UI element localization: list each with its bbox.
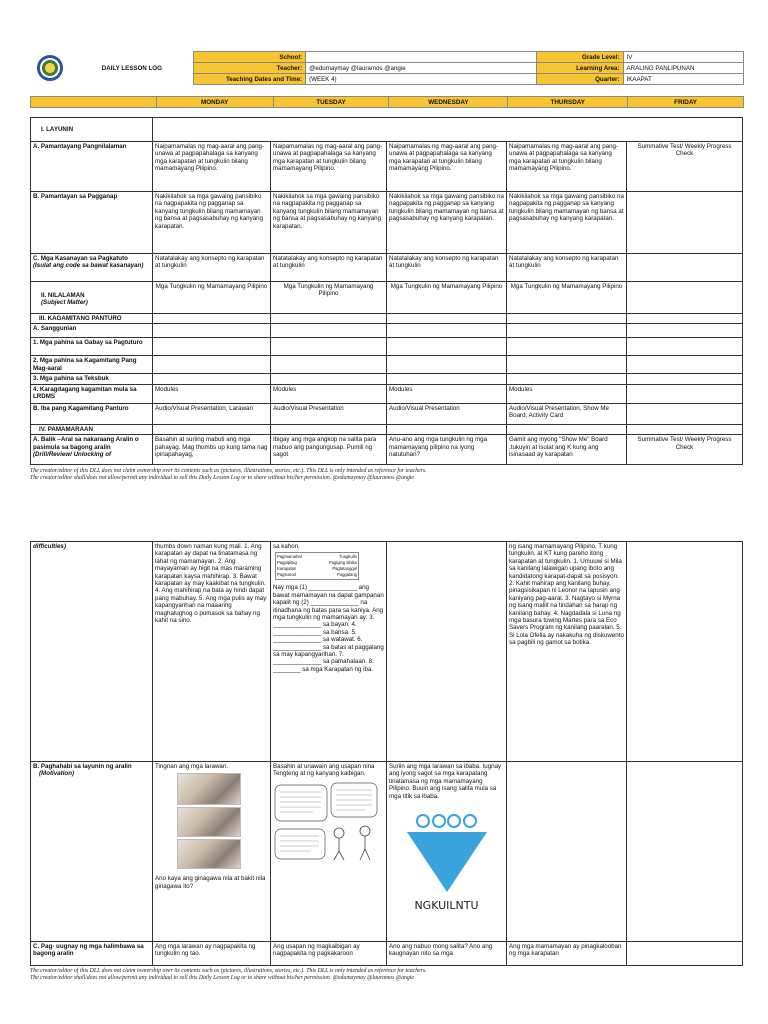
cell-b-mon: Nakikilahok sa mga gawaing pansibiko na nagpapakita ng pagganap sa kanyang tungkulin bilang mamamayan ng bansa at pagsasabuhay ng kanyang karapatan.	[153, 192, 271, 254]
cell-balik-wed: Anu-ano ang mga tungkulin ng mga mamamayang pilipino na iyong natutuhan?	[387, 435, 507, 465]
row-label-pamantayang-pangnilalaman: A. Pamantayang Pangnilalaman	[31, 142, 153, 192]
photo-image	[177, 839, 241, 869]
table-row	[31, 942, 743, 966]
table-row	[31, 254, 743, 282]
cell-iba-wed: Audio/Visual Presentation	[387, 403, 507, 424]
cell-a-tue: Naipamamalas ng mag-aaral ang pang-unawa at pagpapahalaga sa kanyang mga karapatan at tungkulin bilang mamamayang Pilipino.	[271, 142, 387, 192]
table-row	[31, 192, 743, 254]
footer-disclaimer-2: The creator/editor shall/does not allow/permit any individual to sell this Daily Lesson Log or to share without his/her permission. @edumaymay @lauramos @angie	[30, 475, 414, 482]
cell-b-thu: Nakikilahok sa mga gawaing pansibiko na nagpapakita ng pagganap sa kanyang tungkulin bilang mamamayan ng bansa at pagsasabuhay ng kanyang karapatan.	[507, 192, 627, 254]
row-label-nilalaman	[31, 282, 153, 314]
cell-nilalaman-tue: Mga Tungkulin ng Mamamayang Pilipino	[271, 282, 387, 314]
layunin-blank	[153, 118, 743, 142]
row-label-kagamitang-panturo: III. KAGAMITANG PANTURO	[31, 314, 153, 324]
cell-balik-tue: Ibigay ang mga angkop na salita para mabuo ang pangungusap. Pumili ng sagot	[271, 435, 387, 465]
row-label-lrdms: 4. Karagdagang kagamitan mula sa LRDMS	[31, 384, 153, 403]
cell-lrdms-wed: Modules	[387, 384, 507, 403]
teacher-label: Teacher:	[193, 63, 305, 74]
cell-ugnay-wed: Ano ang nabuo mong salita? Ano ang kaugnayan nito sa mga	[387, 942, 507, 966]
cell-iba-mon: Audio/Visual Presentation, Larawan	[153, 403, 271, 424]
cell-nilalaman-thu: Mga Tungkulin ng Mamamayang Pilipino	[507, 282, 627, 314]
photo-image	[177, 773, 241, 805]
cell-c-fri	[627, 254, 743, 282]
layunin-heading: I. LAYUNIN	[31, 118, 153, 142]
word-choice: Karapatan	[277, 566, 297, 572]
motivation-mon-text: Tingnan ang mga larawan.	[155, 763, 229, 770]
days-blank	[31, 97, 157, 108]
row-label-iba-pang-kagamitan: B. Iba pang Kagamitang Panturo	[31, 403, 153, 424]
table-row	[31, 762, 743, 942]
footer-disclaimer-2: The creator/editor shall/does not allow/permit any individual to sell this Daily Lesson Log or to share without his/her permission. @edumaymay @lauramos @angie	[30, 975, 414, 982]
learning-area-value: ARALING PANLIPUNAN	[623, 63, 743, 74]
footer-disclaimer-1: The creator/editor of this DLL does not claim ownership over its contents such as (pictures, illustrations, stories, etc.). This DLL is only intended as reference for teachers.	[30, 468, 427, 474]
teacher-value: @edumaymay @lauramos @angie	[306, 63, 537, 74]
motivation-tue-text: Basahin at unawain ang usapan nina Tengteng at ng kanyang kaibigan.	[273, 763, 375, 778]
row-label-kagamitang-mag-aaral: 2. Mga pahina sa Kagamitang Pang Mag-aaral	[31, 356, 153, 374]
dates-value: (WEEK 4)	[306, 74, 537, 85]
row-label-pamamaraan: IV. PAMAMARAAN	[31, 424, 153, 434]
table-row	[31, 374, 743, 384]
day-tuesday: TUESDAY	[273, 97, 389, 108]
cell-drill-wed	[387, 542, 507, 762]
cell-b-fri	[627, 192, 743, 254]
school-label: School:	[193, 52, 305, 63]
table-row	[31, 324, 743, 338]
table-row	[31, 403, 743, 424]
drill-tue-intro: sa kahon.	[273, 543, 300, 550]
deped-seal-cell	[30, 52, 71, 85]
cell-motivation-wed	[387, 762, 507, 942]
cell-lrdms-tue: Modules	[271, 384, 387, 403]
word-choice: Pagtatanggol	[332, 566, 357, 572]
cell-ugnay-fri	[627, 942, 743, 966]
cell-drill-thu: ng isang mamamayang Pilipino, T kung tungkulin, at KT kung pareho itong karapatan at tungkulin. 1. Umuuwi si Mila sa kanilang lalawigan upang iboto ang kandidatong karapat-dapat sa posisyon. 2. Kahit mahirap ang kanilang buhay, pinagsisikapan ni Leonor na tapusin ang kaniyang pag-aaral. 3. Nagtayo si Myrna ng isang maliit na tindahan sa harap ng kanilang bahay. 4. Nagdadala si Luna ng mga basura tuwing Martes para sa Eco Savers Program ng kanilang paaralan. 5. Si Lola Ofelia ay nakakuha ng diskuwento sa pagbili ng gamot sa botika.	[507, 542, 627, 762]
lesson-grid-page1	[30, 117, 743, 465]
footer-disclaimer-1: The creator/editor of this DLL does not claim ownership over its contents such as (pictures, illustrations, stories, etc.). This DLL is only intended as reference for teachers.	[30, 968, 427, 974]
cell-ugnay-mon: Ang mga larawan ay nagpapakita ng tungkulin ng tao.	[153, 942, 271, 966]
motivation-label: B. Paghahabi sa layunin ng aralin	[33, 763, 132, 770]
comic-dialogue-illustration	[273, 781, 381, 863]
school-value	[306, 52, 537, 63]
cell-b-wed: Nakikilahok sa mga gawaing pansibiko na nagpapakita ng pagganap sa kanyang tungkulin bilang mamamayan ng bansa at pagsasabuhay ng kanyang karapatan.	[387, 192, 507, 254]
word-choice: Pagsunod	[277, 572, 296, 578]
motivation-sub-label: (Motivation)	[39, 770, 75, 778]
table-row	[31, 314, 743, 324]
day-monday: MONDAY	[156, 97, 273, 108]
learning-area-label: Learning Area:	[536, 63, 623, 74]
photo-bubble-icon	[447, 814, 461, 828]
word-choice: Pagmamahal	[277, 554, 302, 560]
row-label-difficulties: difficulties)	[31, 542, 153, 762]
photo-image	[177, 807, 241, 837]
cell-balik-mon: Basahin at suriing mabuti ang mga pahayag. Mag thumbs up kung tama nag ipinapahayag,	[153, 435, 271, 465]
day-thursday: THURSDAY	[508, 97, 628, 108]
word-choices-box	[275, 552, 359, 580]
balik-aral-label: A. Balik –Aral sa nakaraang Aralin o pasimula sa bagong aralin	[33, 436, 139, 451]
cell-c-thu: Natatalakay ang konsepto ng karapatan at tungkulin	[507, 254, 627, 282]
lesson-grid-page2	[30, 541, 743, 966]
word-choice: Tungkulin	[338, 554, 357, 560]
cell-lrdms-mon: Modules	[153, 384, 271, 403]
cell-balik-fri: Summative Test/ Weekly Progress Check	[627, 435, 743, 465]
table-row	[31, 356, 743, 374]
dates-label: Teaching Dates and Time:	[193, 74, 305, 85]
kasanayan-sub-label: (Isulat ang code sa bawat kasanayan)	[33, 262, 144, 270]
cell-c-mon: Natatalakay ang konsepto ng karapatan at tungkulin	[153, 254, 271, 282]
cell-motivation-thu	[507, 762, 627, 942]
motivation-mon-question: Ano kaya ang ginagawa nila at bakit nila ginagawa ito?	[155, 875, 266, 890]
cell-iba-tue: Audio/Visual Presentation	[271, 403, 387, 424]
row-label-pamantayan-sa-pagganap: B. Pamantayan sa Pagganap	[31, 192, 153, 254]
cell-a-fri: Summative Test/ Weekly Progress Check	[627, 142, 743, 192]
header-table	[30, 51, 744, 85]
cell-nilalaman-wed: Mga Tungkulin ng Mamamayang Pilipino	[387, 282, 507, 314]
table-row	[31, 282, 743, 314]
day-friday: FRIDAY	[628, 97, 744, 108]
day-wednesday: WEDNESDAY	[389, 97, 508, 108]
footer-page1	[30, 468, 750, 482]
cell-nilalaman-mon: Mga Tungkulin ng Mamamayang Pilipino	[153, 282, 271, 314]
cell-balik-thu: Gamit ang inyong "Show Me" Board ,tukuyin at isulat ang K kung ang isinasaad ay karapatan	[507, 435, 627, 465]
table-row	[31, 142, 743, 192]
cell-motivation-mon	[153, 762, 271, 942]
row-label-sanggunian: A. Sanggunian	[31, 324, 153, 338]
cell-motivation-tue	[271, 762, 387, 942]
footer-page2	[30, 968, 750, 982]
cell-drill-mon: thumbs down naman kung mali. 1. Ang karapatan ay dapat na tinatamasa ng lahat ng mamamayan. 2. Ang mayayaman ay higit na mas maraming karapatan kaysa mahihirap. 3. Bawat karapatan ay may kaakibat na tungkulin. 4. Ang mahihirap na bata ay hindi dapat pang mabuhay. 5. Ang mga pulis ay may kapangyarihan na maaaring maghalughog o pumasok sa bahay ng kahit na sino.	[153, 542, 271, 762]
grade-level-label: Grade Level:	[536, 52, 623, 63]
funnel-icon	[407, 832, 487, 892]
table-row	[31, 435, 743, 465]
cell-a-thu: Naipamamalas ng mag-aaral ang pang-unawa at pagpapahalaga sa kanyang mga karapatan at tungkulin bilang mamamayang Pilipino.	[507, 142, 627, 192]
bubbles-row	[389, 814, 504, 830]
cell-drill-tue	[271, 542, 387, 762]
scrambled-word: NGKUILNTU	[414, 899, 479, 913]
table-row	[31, 542, 743, 762]
cell-iba-thu: Audio/Visual Presentation, Show Me Board, Activity Card	[507, 403, 627, 424]
cell-drill-fri	[627, 542, 743, 762]
cell-nilalaman-fri	[627, 282, 743, 314]
dll-title: DAILY LESSON LOG	[101, 64, 162, 72]
cell-ugnay-tue: Ang usapan ng magkaibigan ay nagpapakita ng pagkakaroon	[271, 942, 387, 966]
grade-level-value: IV	[623, 52, 743, 63]
deped-seal-icon	[37, 55, 63, 81]
cell-a-mon: Naipamamalas ng mag-aaral ang pang-unawa at pagpapahalaga sa kanyang mga karapatan at tungkulin bilang mamamayang Pilipino.	[153, 142, 271, 192]
drill-tue-text: Nay mga (1) ______________ ang bawat mamamayan na dapat gampanan kapalit ng (2) ______________ na itinadhana ng batas para sa kaniya. Ang mga tungkulin ng mamamayan ay: 3. ______________ sa bayan. 4. ______________ sa bansa. 5. ______________ sa watawat. 6. ______________ sa batas at paggalang sa may kapangyarihan. 7. ______________ sa pamahalaan. 8. ________ sa mga Karapatan ng iba.	[273, 584, 384, 673]
photo-bubble-icon	[432, 814, 446, 828]
nilalaman-sub-label: (Subject Matter)	[41, 299, 88, 307]
quarter-label: Quarter:	[536, 74, 623, 85]
cell-c-wed: Natatalakay ang konsepto ng karapatan at tungkulin	[387, 254, 507, 282]
quarter-value: IKAAPAT	[623, 74, 743, 85]
cell-lrdms-thu: Modules	[507, 384, 627, 403]
table-row	[31, 338, 743, 356]
photo-bubble-icon	[463, 814, 477, 828]
row-label-pag-uugnay: C. Pag- uugnay ng mga halimbawa sa bagong aralin	[31, 942, 153, 966]
cell-b-tue: Nakikilahok sa mga gawaing pansibiko na nagpapakita ng pagganap sa kanyang tungkulin bilang mamamayan ng bansa at pagsasabuhay ng kanyang karapatan.	[271, 192, 387, 254]
cell-a-wed: Naipamamalas ng mag-aaral ang pang-unawa at pagpapahalaga sa kanyang mga karapatan at tungkulin bilang mamamayang Pilipino.	[387, 142, 507, 192]
balik-aral-sub-label: (Drill/Review/ Unlocking of	[33, 451, 112, 459]
photo-bubble-icon	[416, 814, 430, 828]
row-label-teksbuk: 3. Mga pahina sa Teksbuk	[31, 374, 153, 384]
word-choice: Paggalang	[336, 572, 357, 578]
cell-c-tue: Natatalakay ang konsepto ng karapatan at tungkulin	[271, 254, 387, 282]
row-label-balik-aral	[31, 435, 153, 465]
word-choice: Pagiging sibiko	[328, 560, 357, 566]
word-choice: Pagpipitag	[277, 560, 297, 566]
nilalaman-label: II. NILALAMAN	[41, 292, 85, 299]
table-row	[31, 384, 743, 403]
cell-motivation-fri	[627, 762, 743, 942]
row-label-motivation	[31, 762, 153, 942]
motivation-wed-text: Suriin ang mga larawan sa ibaba. Iugnay ang iyong sagot sa mga karapatang tinatamasa ng mga mamamayang Pilipino. Buuin ang isang salita mula sa mga titik sa ibaba.	[389, 763, 502, 800]
cell-ugnay-thu: Ang mga mamamayan ay pinagkalooban ng mga karapatan	[507, 942, 627, 966]
table-row	[31, 424, 743, 434]
days-header	[30, 96, 744, 108]
row-label-mga-kasanayan	[31, 254, 153, 282]
kasanayan-label: C. Mga Kasanayan sa Pagkatuto	[33, 255, 128, 262]
row-label-gabay: 1. Mga pahina sa Gabay sa Pagtuturo	[31, 338, 153, 356]
